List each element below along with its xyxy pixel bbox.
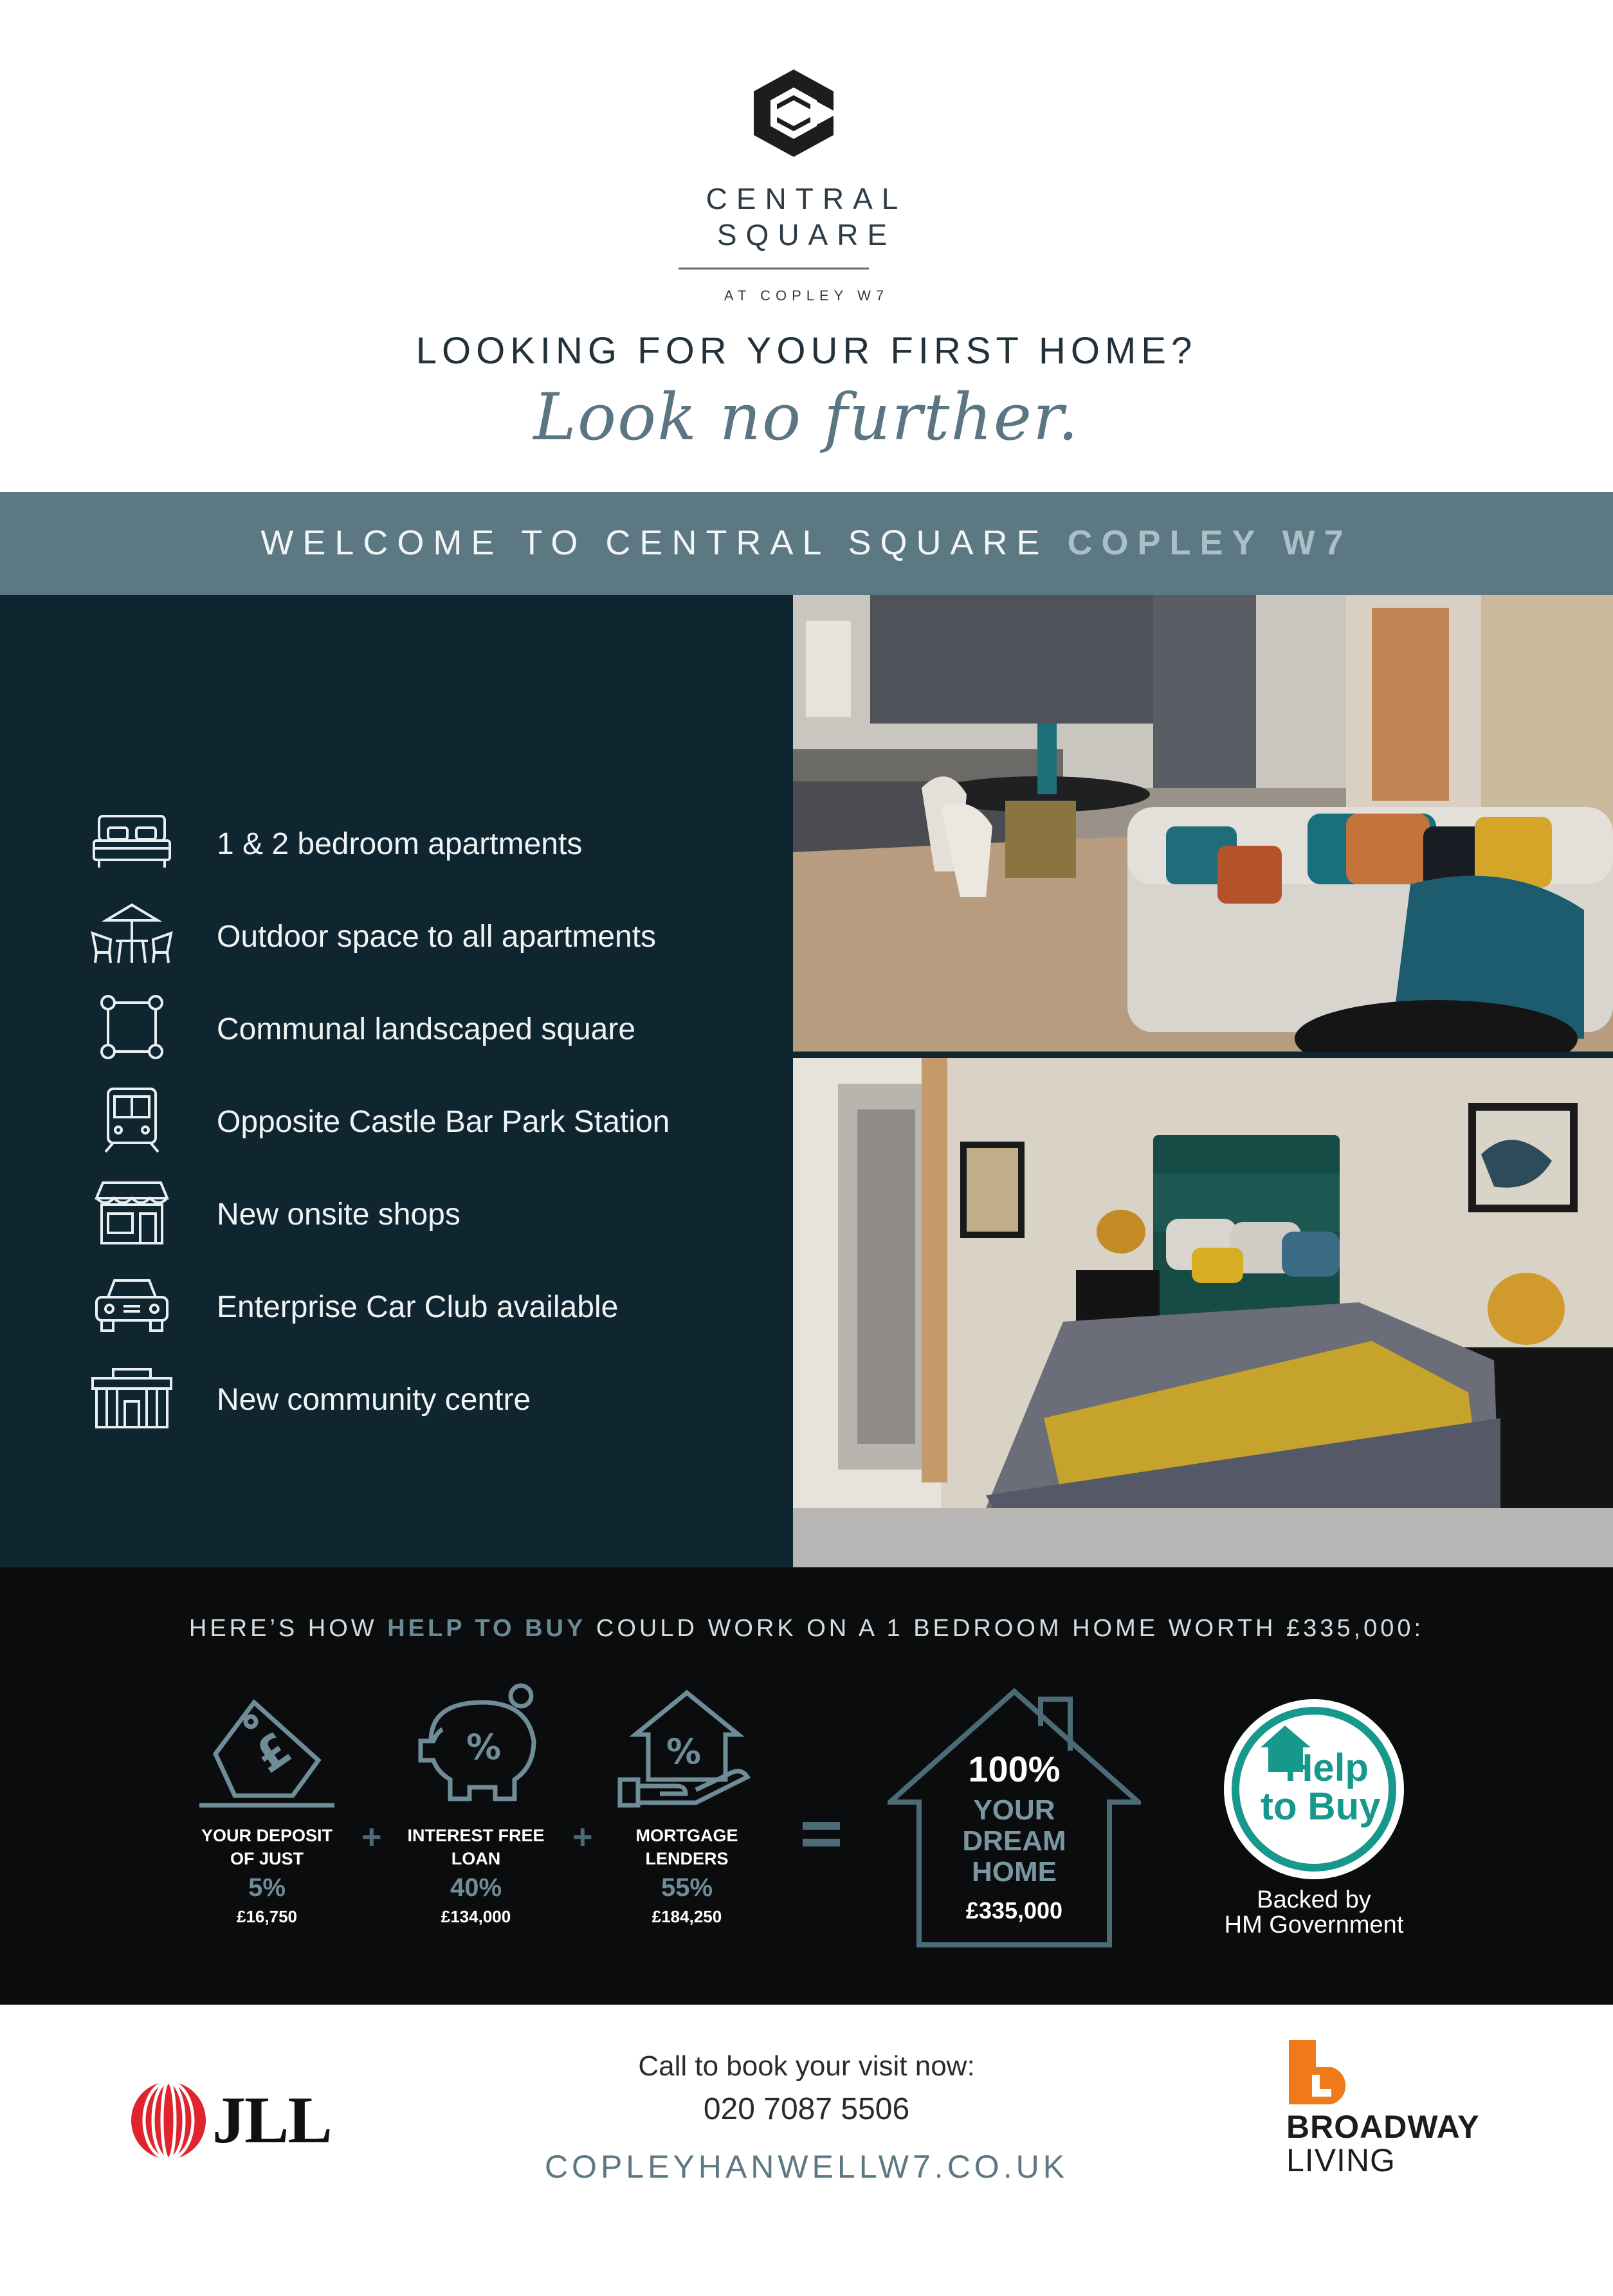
dream-home-amount: £335,000 <box>965 1897 1063 1924</box>
loan-percent: 40% <box>450 1873 502 1902</box>
shop-icon <box>90 1179 174 1246</box>
brand-name-line2: SQUARE <box>716 218 897 251</box>
loan-label-line1: INTEREST FREE <box>407 1826 545 1845</box>
help-to-buy-badge <box>1221 1696 1407 1882</box>
piggy-bank-icon <box>405 1683 547 1812</box>
equals-bar-top <box>803 1822 840 1830</box>
welcome-heading <box>0 523 1613 563</box>
mortgage-amount: £184,250 <box>652 1907 722 1926</box>
headline: LOOKING FOR YOUR FIRST HOME? <box>415 330 1198 372</box>
feature-item <box>90 1364 772 1435</box>
deposit-amount: £16,750 <box>237 1907 297 1926</box>
feature-label: Outdoor space to all apartments <box>217 920 657 954</box>
broadway-name: BROADWAY <box>1286 2109 1480 2145</box>
badge-backed-line1: Backed by <box>1257 1886 1371 1913</box>
train-icon <box>90 1086 174 1153</box>
svg-text:%: % <box>466 1727 502 1767</box>
deposit-step <box>180 1683 354 1953</box>
heading-post: COULD WORK ON A 1 BEDROOM HOME WORTH £335,000: <box>586 1615 1425 1642</box>
feature-label: Opposite Castle Bar Park Station <box>217 1105 670 1139</box>
feature-item <box>90 1271 772 1342</box>
website-link[interactable]: COPLEYHANWELLW7.CO.UK <box>544 2149 1069 2185</box>
broadway-sub: LIVING <box>1286 2142 1396 2178</box>
bed-icon <box>90 808 174 875</box>
feature-item <box>90 1179 772 1250</box>
photo-divider <box>793 1052 1613 1058</box>
equals-bar-bottom <box>803 1839 840 1846</box>
deposit-label-line2: OF JUST <box>230 1849 304 1868</box>
living-room-illustration <box>793 595 1613 1052</box>
jll-wordmark: JLL <box>212 2083 331 2157</box>
pound-tag-icon <box>196 1683 338 1812</box>
badge-backed-line2: HM Government <box>1224 1911 1404 1938</box>
equals-sign <box>803 1822 840 1846</box>
brand-divider <box>679 268 869 269</box>
feature-label: New community centre <box>217 1383 531 1417</box>
feature-item <box>90 901 772 972</box>
welcome-accent: COPLEY W7 <box>1067 524 1353 562</box>
plus-sign: + <box>361 1818 382 1856</box>
bedroom-illustration <box>793 1058 1613 1567</box>
welcome-text: WELCOME TO CENTRAL SQUARE <box>260 524 1068 562</box>
feature-label: New onsite shops <box>217 1198 460 1232</box>
mortgage-label-line1: MORTGAGE <box>635 1826 738 1845</box>
svg-text:%: % <box>666 1731 702 1772</box>
phone-number[interactable]: 020 7087 5506 <box>703 2092 910 2126</box>
building-icon <box>90 1364 174 1431</box>
features-panel <box>0 595 793 1567</box>
heading-pre: HERE’S HOW <box>188 1615 388 1642</box>
dream-home-line1: YOUR <box>973 1794 1055 1826</box>
dream-home-line3: HOME <box>972 1856 1057 1888</box>
deposit-percent: 5% <box>248 1873 286 1902</box>
svg-text:£: £ <box>244 1722 301 1784</box>
broadway-living-logo-icon <box>1286 2037 1357 2108</box>
bedroom-photo <box>793 1058 1613 1567</box>
mortgage-percent: 55% <box>661 1873 713 1902</box>
feature-item <box>90 1086 772 1157</box>
house-hand-icon <box>616 1683 758 1812</box>
patio-icon <box>90 901 174 968</box>
welcome-band <box>0 492 1613 595</box>
feature-item <box>90 994 772 1064</box>
feature-label: Communal landscaped square <box>217 1012 636 1046</box>
loan-step <box>389 1683 563 1953</box>
deposit-label-line1: YOUR DEPOSIT <box>201 1826 333 1845</box>
dream-home-percent: 100% <box>968 1749 1061 1789</box>
mortgage-label-line2: LENDERS <box>645 1849 729 1868</box>
dream-home-line2: DREAM <box>962 1825 1066 1857</box>
feature-label: 1 & 2 bedroom apartments <box>217 827 583 861</box>
loan-label-line2: LOAN <box>451 1849 501 1868</box>
plus-sign: + <box>572 1818 593 1856</box>
square-nodes-icon <box>90 994 174 1061</box>
feature-item <box>90 808 772 879</box>
badge-line1: Help <box>1285 1746 1369 1789</box>
car-icon <box>90 1271 174 1338</box>
header <box>0 0 1613 492</box>
call-to-action: Call to book your visit now: <box>638 2050 975 2082</box>
brand-subtitle: AT COPLEY W7 <box>724 287 889 304</box>
mortgage-step <box>600 1683 774 1953</box>
loan-amount: £134,000 <box>441 1907 511 1926</box>
living-room-photo <box>793 595 1613 1052</box>
heading-accent: HELP TO BUY <box>387 1615 587 1642</box>
tagline: Look no further. <box>533 379 1080 455</box>
central-square-logo-icon <box>754 69 834 157</box>
feature-label: Enterprise Car Club available <box>217 1290 619 1324</box>
help-to-buy-heading <box>0 1615 1613 1643</box>
brand-name-line1: CENTRAL <box>706 182 907 215</box>
badge-line2: to Buy <box>1261 1785 1381 1828</box>
